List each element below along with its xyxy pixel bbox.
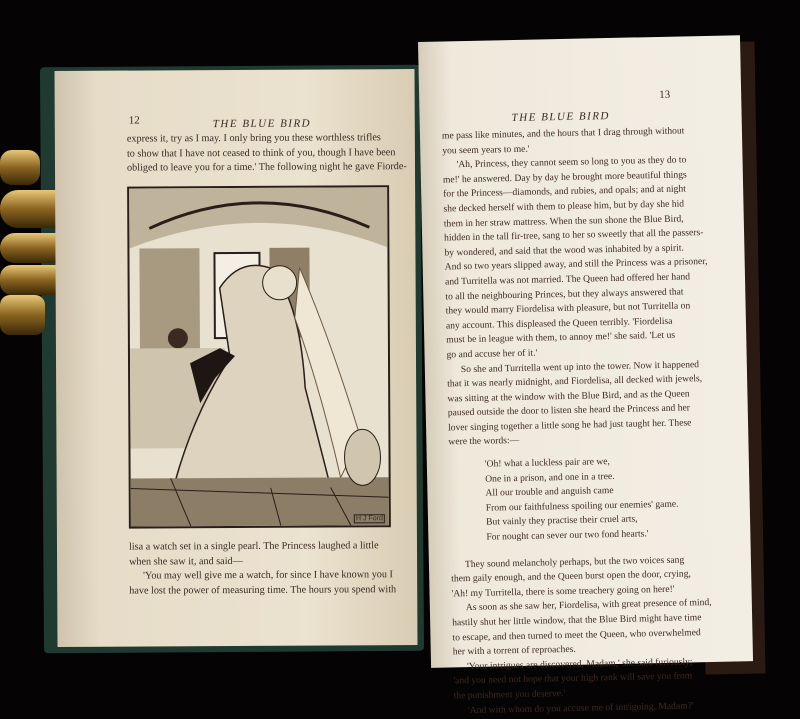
text-line: she decked herself with them to please him, but by day she hid (443, 198, 685, 215)
bottom-text (129, 539, 396, 599)
text-line: was sitting at the window with the Blue Bird, and as the Queen (447, 388, 690, 405)
text-line: They sound melancholy perhaps, but the two voices sang (464, 554, 685, 570)
text-line: 'You may well give me a watch, for since I have known you I (143, 569, 393, 582)
text-line: any account. This displeased the Queen terribly. 'Fiordelisa (445, 315, 673, 332)
page-number: 12 (128, 114, 140, 127)
verse-line: From our faithfulness spoiling our enemies' game. (485, 498, 679, 514)
text-line: you seem years to me.' (442, 143, 530, 157)
right-page (418, 35, 753, 716)
verse-line: 'Oh! what a luckless pair are we, (484, 456, 611, 470)
text-line: hastily shut her little window, that the Blue Bird might have time (452, 612, 702, 629)
text-line: 'And with whom do you accuse me of intriguing, Madam?' (467, 699, 694, 716)
text-line: to show that I have not ceased to think of you, though I have been (126, 146, 396, 160)
text-line: the punishment you deserve.' (453, 688, 566, 702)
text-line: her with a torrent of reproaches. (452, 644, 576, 658)
text-line: me pass like minutes, and the hours that I drag through without (441, 125, 685, 142)
text-line: 'Your intrigues are discovered, Madam,' she said furiously; (466, 656, 693, 672)
text-line: to all the neighbouring Princes, but they always answered that (445, 286, 684, 303)
text-line: So she and Turritella went up into the tower. Now it happened (460, 358, 700, 375)
text-line: when she saw it, and said— (129, 555, 243, 568)
text-line: for the Princess—diamonds, and rubies, and opals; and at night (443, 183, 686, 200)
illustration-drawing (129, 187, 389, 526)
verse-line: All our trouble and anguish came (485, 485, 614, 499)
text-line: have lost the power of measuring time. The hours you spend with (129, 583, 397, 597)
verse-line: But vainly they practise their cruel arts, (485, 513, 638, 529)
left-page (54, 69, 417, 647)
text-line: they would marry Fiordelisa with pleasure, but not Turritella on (445, 300, 691, 317)
text-line: to escape, and then turned to meet the Queen, who overwhelmed (452, 626, 701, 644)
text-line: lisa a watch set in a single pearl. The Princess laughed a little (128, 540, 379, 553)
text-line: hidden in the tall fir-tree, sang to her so sweetly that all the passers- (443, 227, 704, 244)
illustrator-signature: H J Ford (354, 514, 385, 523)
verse-line: For nought can sever our two fond hearts.' (486, 528, 649, 543)
text-line: must be in league with them, to annoy me!' she said. 'Let us (446, 329, 676, 346)
text-line: 'Ah, Princess, they cannot seem so long to you as they do to (456, 154, 687, 171)
running-head: THE BLUE BIRD (212, 117, 312, 131)
text-line: As soon as she saw her, Fiordelisa, with great presence of mind, (465, 597, 712, 614)
text-line: 'Ah! my Turritella, there is some treachery going on here!' (451, 583, 675, 600)
text-line: obliged to leave you for a time.' The following night he gave Fiorde- (126, 161, 407, 174)
illustration-princess-blue-bird (127, 185, 391, 528)
text-line: them in her straw mattress. When the sun shone the Blue Bird, (443, 213, 684, 230)
text-line: by wondered, and said that the wood was inhabited by a spirit. (444, 242, 685, 259)
text-line: 'and you need not hope that your high rank will save you from (453, 670, 693, 687)
text-line: and Turritella was not married. The Queen had offered her hand (444, 271, 691, 288)
text-line: that it was nearly midnight, and Fiordelisa, all decked with jewels, (447, 373, 703, 390)
main-text (442, 124, 717, 719)
text-line: paused outside the door to listen she heard the Princess and her (447, 402, 691, 419)
text-line: go and accuse her of it.' (446, 347, 538, 361)
text-line: them gaily enough, and the Queen burst open the door, crying, (451, 568, 691, 585)
text-line: were the words:— (448, 435, 520, 448)
text-line: lover singing together a little song he had just taught her. These (447, 417, 692, 434)
verse-line: One in a prison, and one in a tree. (485, 470, 615, 485)
top-text (127, 131, 407, 176)
page-number: 13 (659, 88, 671, 101)
text-line: me!' he answered. Day by day he brought more beautiful things (442, 169, 687, 186)
text-line: express it, try as I may. I only bring you these worthless trifles (126, 132, 381, 145)
text-line: And so two years slipped away, and still the Princess was a prisoner, (444, 256, 708, 273)
running-head: THE BLUE BIRD (511, 109, 611, 125)
